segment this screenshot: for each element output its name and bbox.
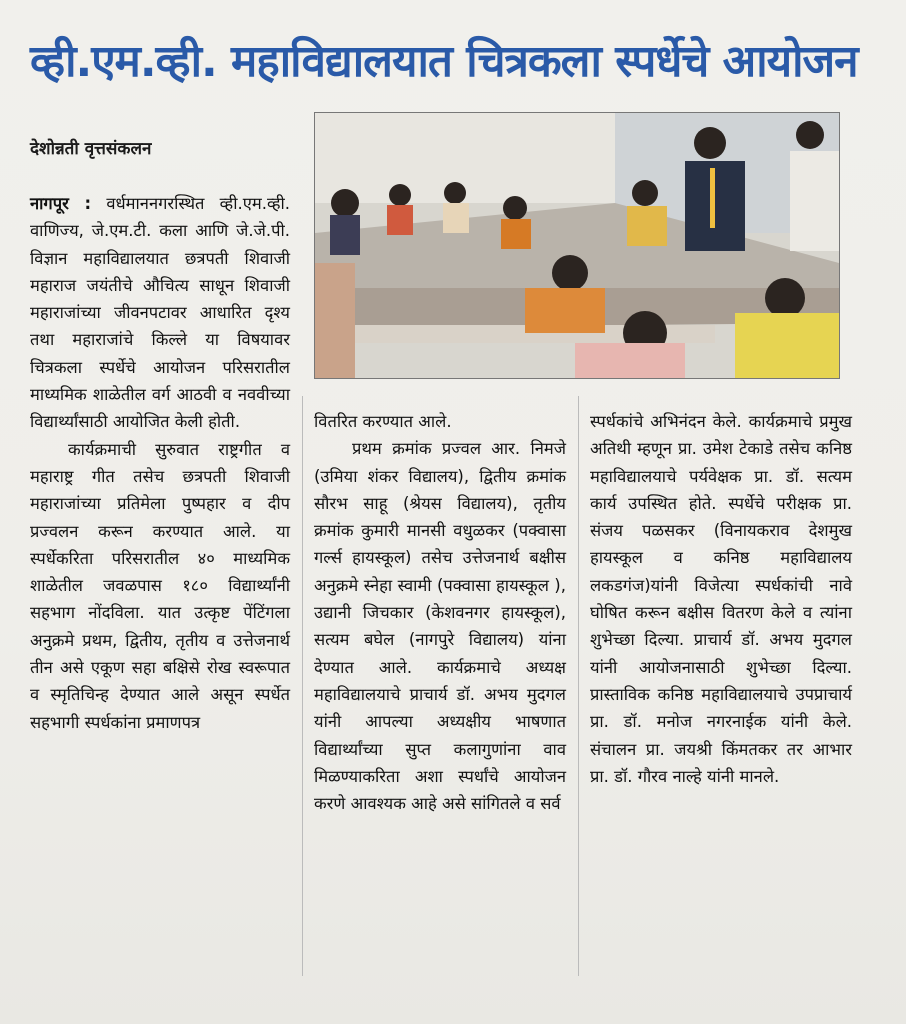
- paragraph-text: वर्धमाननगरस्थित व्ही.एम.व्ही. वाणिज्य, जे.एम.टी. कला आणि जे.जे.पी. विज्ञान महाविद्यालयात छत्रपती शिवाजी महाराज जयंतीचे औचित्य साधून शिवाजी महाराजांच्या जीवनपटावर आधारित दृश्य तथा महाराजांचे किल्ले या विषयावर चित्रकला स्पर्धेचे आयोजन परिसरातील माध्यमिक शाळेतील वर्ग आठवी व नववीच्या विद्यार्थ्यांसाठी आयोजित केली होती.: [30, 194, 290, 432]
- column-divider: [578, 396, 579, 976]
- paragraph: वितरित करण्यात आले.: [314, 412, 452, 431]
- paragraph: कार्यक्रमाची सुरुवात राष्ट्रगीत व महाराष्ट्र गीत तसेच छत्रपती शिवाजी महाराजांच्या प्रतिमेला पुष्पहार व दीप प्रज्वलन करून करण्यात आले. या स्पर्धेकरिता परिसरातील ४० माध्यमिक शाळेतील जवळपास १८० विद्यार्थ्यांनी सहभाग नोंदविला. यात उत्कृष्ट पेंटिंगला अनुक्रमे प्रथम, द्वितीय, तृतीय व उत्तेजनार्थ तीन असे एकूण सहा बक्षिसे रोख स्वरूपात व स्मृतिचिन्ह देण्यात आले असून स्पर्धेत सहभागी स्पर्धकांना प्रमाणपत्र: [30, 439, 290, 732]
- paragraph: प्रथम क्रमांक प्रज्वल आर. निमजे (उमिया शंकर विद्यालय), द्वितीय क्रमांक सौरभ साहू (श्रेयस विद्यालय), तृतीय क्रमांक कुमारी मानसी वधुळकर (पक्वासा गर्ल्स हायस्कूल) तसेच उत्तेजनार्थ बक्षीस अनुक्रमे स्नेहा स्वामी (पक्वासा हायस्कूल ), उद्यानी जिचकार (केशवनगर हायस्कूल), सत्यम बघेल (नागपुरे विद्यालय) यांना देण्यात आले. कार्यक्रमाचे अध्यक्ष महाविद्यालयाचे प्राचार्य डॉ. अभय मुदगल यांनी आपल्या अध्यक्षीय भाषणात विद्यार्थ्यांच्या सुप्त कलागुणांना वाव मिळण्याकरिता अशा स्पर्धांचे आयोजन करणे आवश्यक आहे असे सांगितले व सर्व: [314, 439, 566, 814]
- event-photo: [314, 112, 840, 379]
- column-divider: [302, 396, 303, 976]
- classroom-photo-illustration: [315, 113, 839, 378]
- article-column-3: [590, 408, 852, 790]
- paragraph: स्पर्धकांचे अभिनंदन केले. कार्यक्रमाचे प्रमुख अतिथी म्हणून प्रा. उमेश टेकाडे तसेच कनिष्ठ महाविद्यालयाचे पर्यवेक्षक प्रा. डॉ. सत्यम कार्य उपस्थित होते. स्पर्धेचे परीक्षक प्रा. संजय पळसकर (विनायकराव देशमुख हायस्कूल व कनिष्ठ महाविद्यालय लकडगंज)यांनी विजेत्या स्पर्धकांची नावे घोषित करून बक्षीस वितरण केले व त्यांना शुभेच्छा दिल्या. प्राचार्य डॉ. अभय मुदगल यांनी आयोजनासाठी शुभेच्छा दिल्या. प्रास्ताविक कनिष्ठ महाविद्यालयाचे उपप्राचार्य प्रा. डॉ. मनोज नगरनाईक यांनी केले. संचालन प्रा. जयश्री किंमतकर तर आभार प्रा. डॉ. गौरव नाल्हे यांनी मानले.: [590, 412, 852, 786]
- article-column-1: [30, 190, 290, 736]
- article-column-2: [314, 408, 566, 817]
- headline: व्ही.एम.व्ही. महाविद्यालयात चित्रकला स्पर्धेचे आयोजन: [30, 36, 858, 87]
- dateline: नागपूर :: [30, 194, 92, 213]
- paragraph: [30, 190, 290, 436]
- byline: देशोन्नती वृत्तसंकलन: [30, 139, 152, 159]
